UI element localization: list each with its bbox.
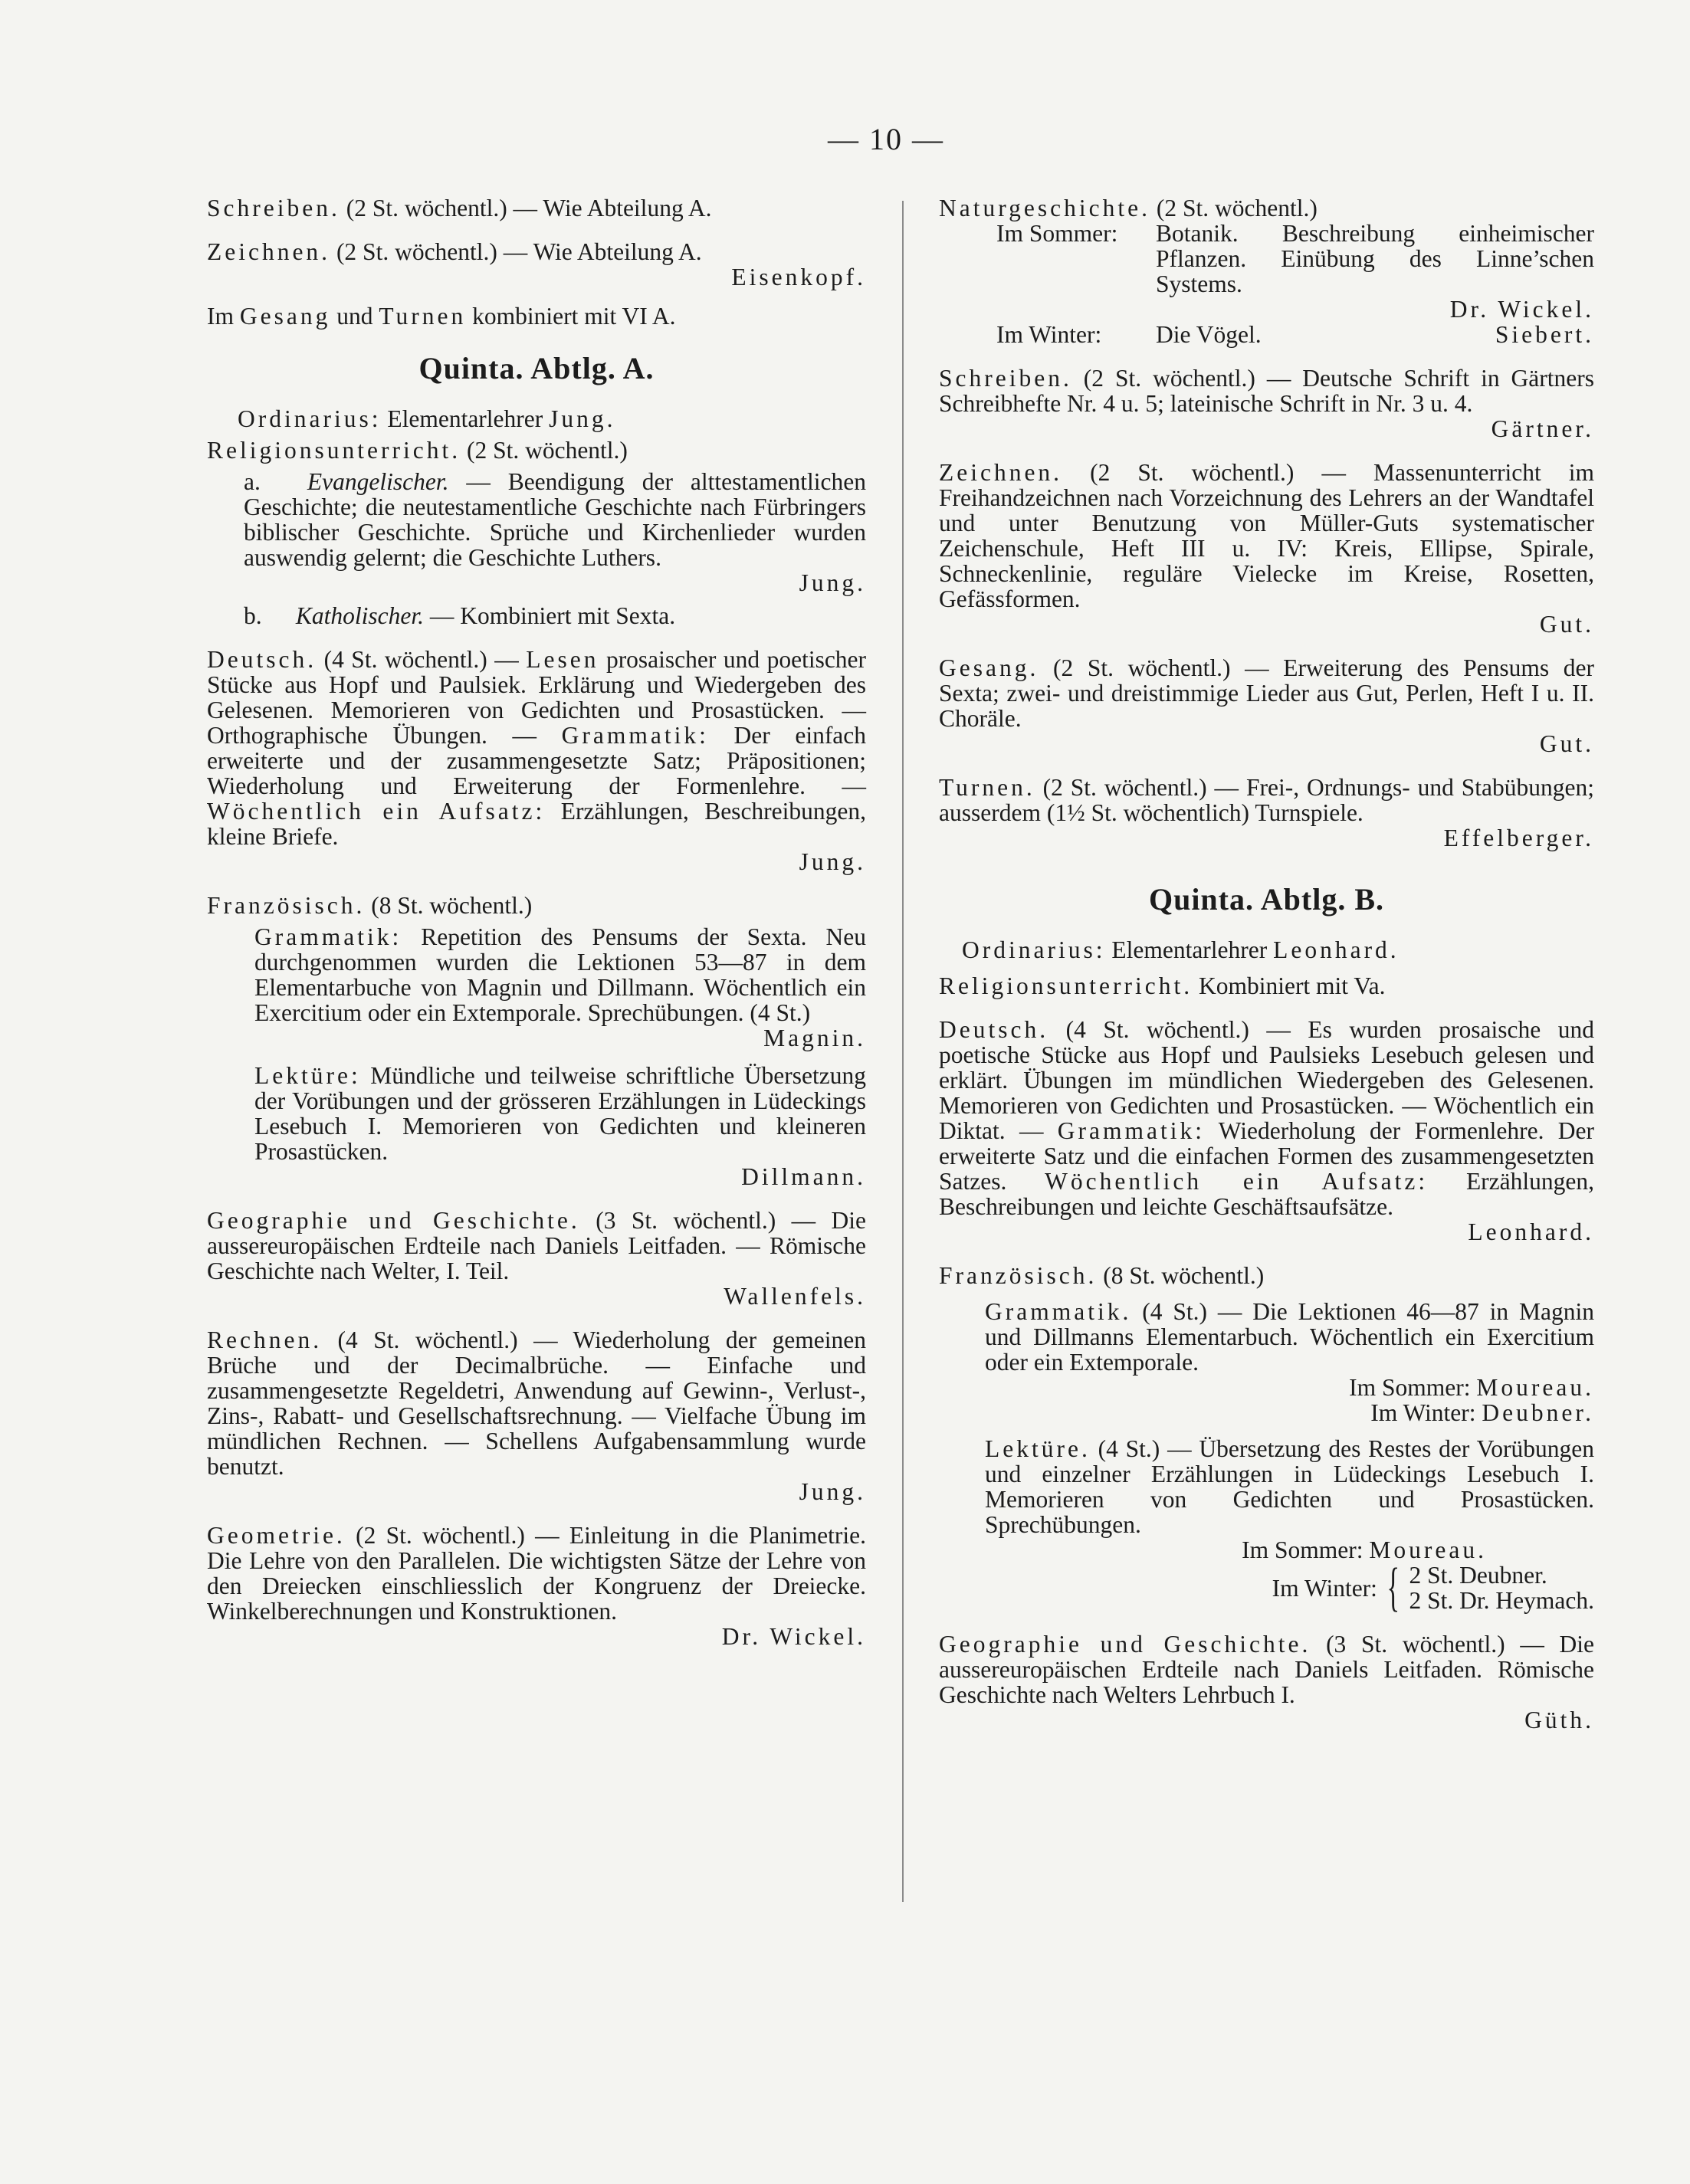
item-label: a. xyxy=(244,468,261,495)
right-zeichnen xyxy=(939,460,1594,637)
left-franz-lektuere xyxy=(254,1063,866,1189)
subject-heading: Religionsunterricht. xyxy=(207,437,461,464)
season-text: Botanik. Beschreibung einheimischer Pflanzen. Einübung des Linne’schen Systems. xyxy=(1156,220,1594,297)
right-ordinarius xyxy=(962,937,1594,962)
subject-text: (2 St. wöchentl.) xyxy=(1156,195,1318,221)
gram-sommer xyxy=(985,1375,1594,1400)
subject-heading: Rechnen. xyxy=(207,1326,323,1353)
text: Elementarlehrer xyxy=(387,405,543,432)
left-geometrie xyxy=(207,1523,866,1649)
spaced-term: Wöchentlich ein Aufsatz: xyxy=(207,798,546,825)
spaced-term: Grammatik: xyxy=(561,722,709,749)
teacher-signature: Gut. xyxy=(1539,611,1594,638)
left-geographie xyxy=(207,1208,866,1309)
subject-heading: Zeichnen. xyxy=(207,238,331,265)
season-label: Im Winter: xyxy=(1272,1574,1377,1602)
season-label: Im Winter: xyxy=(996,321,1102,348)
left-religion xyxy=(207,438,866,463)
teacher-signature: Dillmann. xyxy=(741,1163,866,1190)
subject-text: (2 St. wöchentl.) — Wie Abteilung A. xyxy=(336,238,702,265)
teacher-name: 2 St. Deubner. xyxy=(1409,1562,1547,1589)
subject-heading: Turnen xyxy=(379,303,467,330)
subject-text: (2 St. wöchentl.) — Erweiterung des Pensums der Sexta; zwei- und dreistimmige Lieder aus Gut, Perlen, Heft I u. II. Choräle. xyxy=(939,654,1594,732)
subject-text: (2 St. wöchentl.) — Frei-, Ordnungs- und Stabübungen; ausserdem (1½ St. wöchentlich) Turnspiele. xyxy=(939,774,1594,826)
gram-winter xyxy=(985,1400,1594,1425)
religion-a xyxy=(244,469,866,595)
subject-heading: Geographie und Geschichte. xyxy=(939,1631,1311,1658)
left-deutsch xyxy=(207,647,866,874)
right-geographie xyxy=(939,1631,1594,1733)
subject-text: (8 St. wöchentl.) xyxy=(1103,1262,1265,1289)
teacher-name: Moureau. xyxy=(1369,1536,1487,1563)
teacher-signature: Jung. xyxy=(799,569,866,596)
text: und xyxy=(336,303,373,330)
subject-text: (2 St. wöchentl.) — Wie Abteilung A. xyxy=(346,195,712,221)
item-text: — Beendigung der alttestamentlichen Geschichte; die neutestamentliche Geschichte nach Fürbringers biblischer Geschichte. Sprüche und Kirchenlieder wurden auswendig gelernt; die Geschichte Luthers. xyxy=(244,468,867,571)
subject-text: (4 St.) — Die Lektionen 46—87 in Magnin und Dillmanns Elementarbuch. Wöchentlich ein Exercitium oder ein Extemporale. xyxy=(985,1298,1594,1376)
left-column xyxy=(207,195,866,1668)
right-gesang xyxy=(939,655,1594,756)
spaced-term: Grammatik: xyxy=(1057,1117,1206,1144)
left-franz xyxy=(207,893,866,918)
right-schreiben xyxy=(939,366,1594,441)
subject-heading: Gesang xyxy=(239,303,331,330)
right-deutsch xyxy=(939,1017,1594,1244)
teacher-name: Deubner. xyxy=(1482,1399,1594,1426)
text: Elementarlehrer xyxy=(1111,936,1268,963)
religion-b xyxy=(244,603,866,628)
item-type: Evangelischer. xyxy=(307,468,449,495)
spaced-term: Grammatik: xyxy=(254,923,402,950)
subject-text: Repetition des Pensums der Sexta. Neu durchgenommen wurden die Lektionen 53—87 in dem Elementarbuche von Magnin und Dillmann. Wöchentlich ein Exercitium oder ein Extemporale. Sprechübungen. (4 St.) xyxy=(254,923,867,1026)
teacher-signature: Leonhard. xyxy=(1468,1218,1594,1245)
teacher-signature: Effelberger. xyxy=(1443,825,1594,851)
subject-text: (2 St. wöchentl.) — Massenunterricht im Freihandzeichnen nach Vorzeichnung des Lehrers an der Wandtafel und unter Benutzung von Müller-Guts systematischer Zeichenschule, Heft III u. IV: Kreis, Ellipse, Spirale, Schneckenlinie, reguläre Vielecke im Kreise, Rosetten, Gefässformen. xyxy=(939,459,1594,612)
teacher-signature: Wallenfels. xyxy=(724,1283,866,1310)
subject-heading: Turnen. xyxy=(939,774,1035,801)
subject-heading: Zeichnen. xyxy=(939,459,1063,486)
subject-text: (3 St. wöchentl.) — Die aussereuropäischen Erdteile nach Daniels Leitfaden. Römische Geschichte nach Welters Lehrbuch I. xyxy=(939,1631,1594,1708)
section-title-quinta-a: Quinta. Abtlg. A. xyxy=(418,351,655,385)
subject-heading: Deutsch. xyxy=(207,646,317,673)
right-turnen xyxy=(939,775,1594,851)
left-franz-grammatik xyxy=(254,924,866,1051)
item-type: Katholischer. xyxy=(295,602,425,629)
teacher-signature: Dr. Wickel. xyxy=(721,1623,866,1650)
item-text: — Kombiniert mit Sexta. xyxy=(429,602,676,629)
spaced-term: Grammatik. xyxy=(985,1298,1132,1325)
section-title-quinta-b: Quinta. Abtlg. B. xyxy=(1148,882,1385,917)
subject-heading: Schreiben. xyxy=(207,195,340,221)
spaced-term: Wöchentlich ein Aufsatz: xyxy=(1045,1168,1429,1195)
subject-heading: Gesang. xyxy=(939,654,1039,681)
subject-heading: Französisch. xyxy=(207,892,366,919)
subject-text: Erzählungen, Beschreibungen, kleine Briefe. xyxy=(207,798,866,850)
subject-heading: Religionsunterricht. xyxy=(939,972,1193,999)
ordinarius-label: Ordinarius: xyxy=(962,936,1106,963)
right-franz xyxy=(939,1263,1594,1288)
left-ordinarius xyxy=(238,406,866,431)
subject-text: prosaischer und poetischer Stücke aus Hopf und Paulsiek. Erklärung und Wiedergeben des Gelesenen. Memorieren von Gedichten und Prosastücken. — Orthographische Übungen. — xyxy=(207,646,867,749)
subject-text: (2 St. wöchentl.) — Deutsche Schrift in Gärtners Schreibhefte Nr. 4 u. 5; lateinische Schrift in Nr. 3 u. 4. xyxy=(939,365,1595,417)
subject-text: Kombiniert mit Va. xyxy=(1198,972,1386,999)
ordinarius-label: Ordinarius: xyxy=(238,405,382,432)
right-franz-lektuere xyxy=(985,1435,1595,1617)
teacher-signature: Siebert. xyxy=(1495,321,1594,348)
teacher-signature: Jung. xyxy=(799,1478,866,1505)
left-rechnen xyxy=(207,1327,866,1504)
spaced-term: Lektüre. xyxy=(985,1435,1091,1462)
subject-text: (4 St.) — Übersetzung des Restes der Vorübungen und einzelner Erzählungen in Lüdeckings Lesebuch I. Memorieren von Gedichten und Prosastücken. Sprechübungen. xyxy=(985,1435,1595,1538)
right-naturgeschichte xyxy=(939,195,1594,347)
teacher-signature: Jung. xyxy=(799,848,866,875)
subject-heading: Geographie und Geschichte. xyxy=(207,1207,580,1234)
season-label: Im Sommer: xyxy=(1242,1536,1363,1563)
left-schreiben xyxy=(207,195,866,221)
lek-winter xyxy=(985,1558,1594,1617)
subject-heading: Naturgeschichte. xyxy=(939,195,1150,221)
left-gesang-turnen xyxy=(207,303,866,329)
natur-sommer xyxy=(996,221,1594,322)
teacher-signature: Gärtner. xyxy=(1491,415,1594,442)
teacher-name: Jung. xyxy=(549,405,616,432)
natur-winter xyxy=(996,322,1594,347)
item-label: b. xyxy=(244,602,262,629)
teacher-signature: Eisenkopf. xyxy=(731,264,866,290)
subject-text: (4 St. wöchentl.) — Wiederholung der gemeinen Brüche und der Decimalbrüche. — Einfache und zusammengesetzte Regeldetri, Anwendung auf Gewinn-, Verlust-, Zins-, Rabatt- und Gesellschaftsrechnung. — Vielfache Übung im mündlichen Rechnen. — Schellens Aufgabensammlung wurde benutzt. xyxy=(207,1326,866,1480)
subject-text: Wiederholung der Formenlehre. Der erweiterte Satz und die einfachen Formen des zusammengesetzten Satzes. xyxy=(939,1117,1594,1195)
teacher-name: Moureau. xyxy=(1476,1374,1594,1401)
column-divider xyxy=(902,201,904,1902)
brace-icon: { xyxy=(1386,1558,1400,1617)
right-column xyxy=(939,195,1594,1751)
spaced-term: Lektüre: xyxy=(254,1062,361,1089)
lek-sommer xyxy=(985,1537,1594,1563)
season-text: Die Vögel. xyxy=(1156,321,1262,348)
teacher-name: Leonhard. xyxy=(1273,936,1400,963)
subject-text: (3 St. wöchentl.) — Die aussereuropäischen Erdteile nach Daniels Leitfaden. — Römische Geschichte nach Welter, I. Teil. xyxy=(207,1207,866,1284)
text: Im xyxy=(207,303,234,330)
subject-heading: Deutsch. xyxy=(939,1016,1049,1043)
subject-heading: Geometrie. xyxy=(207,1522,346,1549)
winter-split xyxy=(1409,1563,1594,1613)
text: kombiniert mit VI A. xyxy=(472,303,676,330)
season-label: Im Winter: xyxy=(1370,1399,1476,1426)
subject-text: (4 St. wöchentl.) — Es wurden prosaische und poetische Stücke aus Hopf und Paulsieks Lesebuch gelesen und erklärt. Übungen im mündlichen Wiedergeben des Gelesenen. Memorieren von Gedichten und Prosastücken. — Wöchentlich ein Diktat. — xyxy=(939,1016,1594,1144)
subject-text: (8 St. wöchentl.) xyxy=(371,892,533,919)
subject-text: (4 St. wöchentl.) — xyxy=(323,646,519,673)
teacher-signature: Magnin. xyxy=(763,1025,866,1051)
teacher-name: 2 St. Dr. Heymach. xyxy=(1409,1587,1594,1614)
left-zeichnen xyxy=(207,239,866,290)
subject-text: Der einfach erweiterte und der zusammengesetzte Satz; Präpositionen; Wiederholung und Erweiterung der Formenlehre. — xyxy=(207,722,867,799)
teacher-signature: Dr. Wickel. xyxy=(1449,296,1594,323)
spaced-term: Lesen xyxy=(526,646,599,673)
season-label: Im Sommer: xyxy=(996,220,1118,247)
right-religion xyxy=(939,973,1594,999)
subject-heading: Schreiben. xyxy=(939,365,1072,392)
subject-text: Mündliche und teilweise schriftliche Übersetzung der Vorübungen und der grösseren Erzählungen in Lüdeckings Lesebuch I. Memorieren von Gedichten und kleineren Prosastücken. xyxy=(254,1062,866,1165)
subject-text: Erzählungen, Beschreibungen und leichte Geschäftsaufsätze. xyxy=(939,1168,1594,1220)
teacher-signature: Gut. xyxy=(1539,730,1594,757)
page-number: — 10 — xyxy=(828,122,944,156)
teacher-signature: Güth. xyxy=(1524,1707,1594,1733)
season-label: Im Sommer: xyxy=(1349,1374,1471,1401)
subject-text: (2 St. wöchentl.) xyxy=(466,437,628,464)
subject-heading: Französisch. xyxy=(939,1262,1098,1289)
right-franz-grammatik xyxy=(985,1299,1594,1425)
subject-text: (2 St. wöchentl.) — Einleitung in die Planimetrie. Die Lehre von den Parallelen. Die wichtigsten Sätze der Lehre von den Dreiecken einschliesslich der Kongruenz der Dreiecke. Winkelberechnungen und Konstruktionen. xyxy=(207,1522,867,1625)
